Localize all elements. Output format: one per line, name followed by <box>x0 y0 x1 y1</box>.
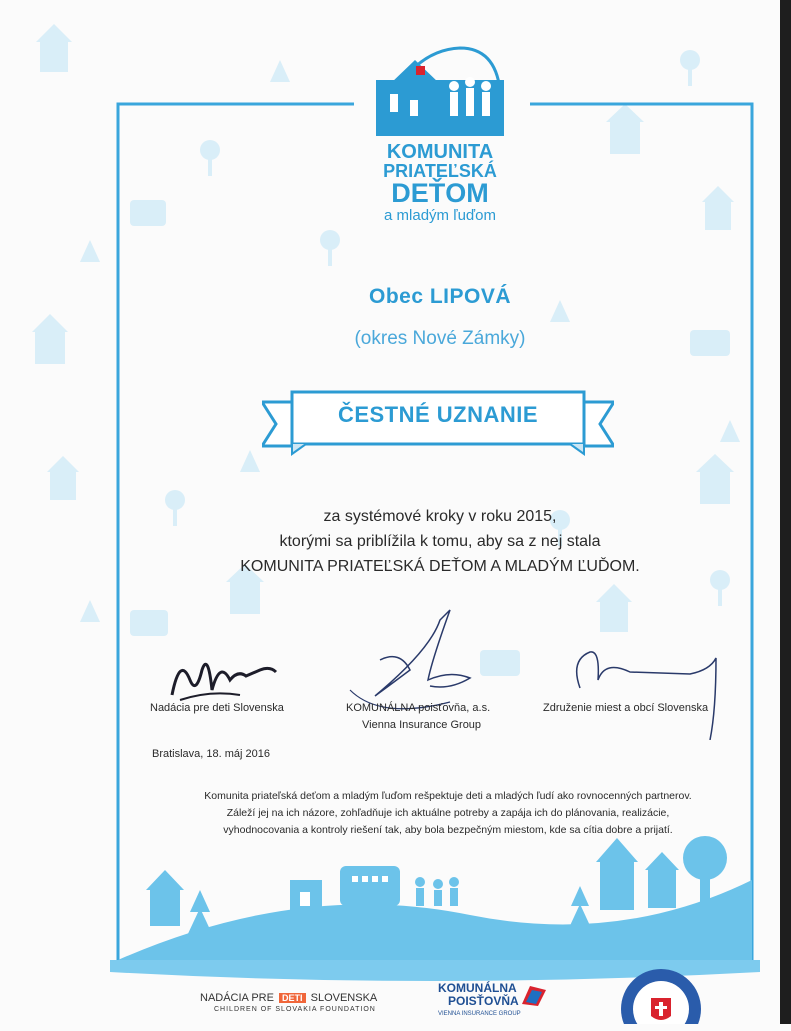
signatory-3-label: Združenie miest a obcí Slovenska <box>543 702 709 714</box>
signatory-2-sub: Vienna Insurance Group <box>362 719 482 731</box>
place-date: Bratislava, 18. máj 2016 <box>152 748 271 760</box>
insurer-subtitle: VIENNA INSURANCE GROUP <box>438 1011 521 1017</box>
community-logo <box>370 40 510 230</box>
logo-line-1: KOMUNITA <box>386 141 494 163</box>
citation-line-2: ktorými sa priblížila k tomu, aby sa z nej stala <box>279 533 601 550</box>
foundation-logo <box>200 992 377 1013</box>
insurer-name-1: KOMUNÁLNA <box>438 981 517 995</box>
foundation-mark: DETI <box>279 993 306 1003</box>
signatory-1-label: Nadácia pre deti Slovenska <box>150 702 284 714</box>
citation-line-3: KOMUNITA PRIATEĽSKÁ DEŤOM A MLADÝM ĽUĎOM. <box>240 558 640 575</box>
citation-line-1: za systémové kroky v roku 2015, <box>323 508 557 525</box>
logo-line-3: DEŤOM <box>391 178 489 208</box>
foundation-name-pre: NADÁCIA PRE <box>200 992 274 1004</box>
logo-line-2: PRIATEĽSKÁ <box>383 161 497 181</box>
foundation-subtitle: CHILDREN OF SLOVAKIA FOUNDATION <box>214 1006 376 1013</box>
recipient-district: (okres Nové Zámky) <box>354 328 526 349</box>
page-edge-shadow <box>780 0 791 1024</box>
description-line-1: Komunita priateľská deťom a mladým ľuďom rešpektuje deti a mladých ľudí ako rovnocenných partnerov. <box>204 790 692 802</box>
insurer-logo <box>438 982 550 1018</box>
logo-line-4: a mladým ľuďom <box>384 207 496 224</box>
insurer-flag-icon <box>520 984 548 1006</box>
description-line-3: vyhodnocovania a kontroly riešení tak, aby bola bezpečným miestom, kde sa cítia dobre a prijatí. <box>223 824 673 836</box>
description-line-2: Záleží jej na ich názore, zohľadňuje ich aktuálne potreby a zapája ich do plánovania, realizácie, <box>226 807 670 819</box>
signatory-2-label: KOMUNÁLNA poisťovňa, a.s. <box>346 702 491 714</box>
community-logo-icon <box>370 40 510 140</box>
recipient-name: Obec LIPOVÁ <box>368 285 512 308</box>
foundation-name-post: SLOVENSKA <box>310 992 378 1004</box>
association-seal-icon <box>618 966 704 1024</box>
award-title: ČESTNÉ UZNANIE <box>337 402 539 427</box>
insurer-name-2: POISŤOVŇA <box>448 994 519 1008</box>
